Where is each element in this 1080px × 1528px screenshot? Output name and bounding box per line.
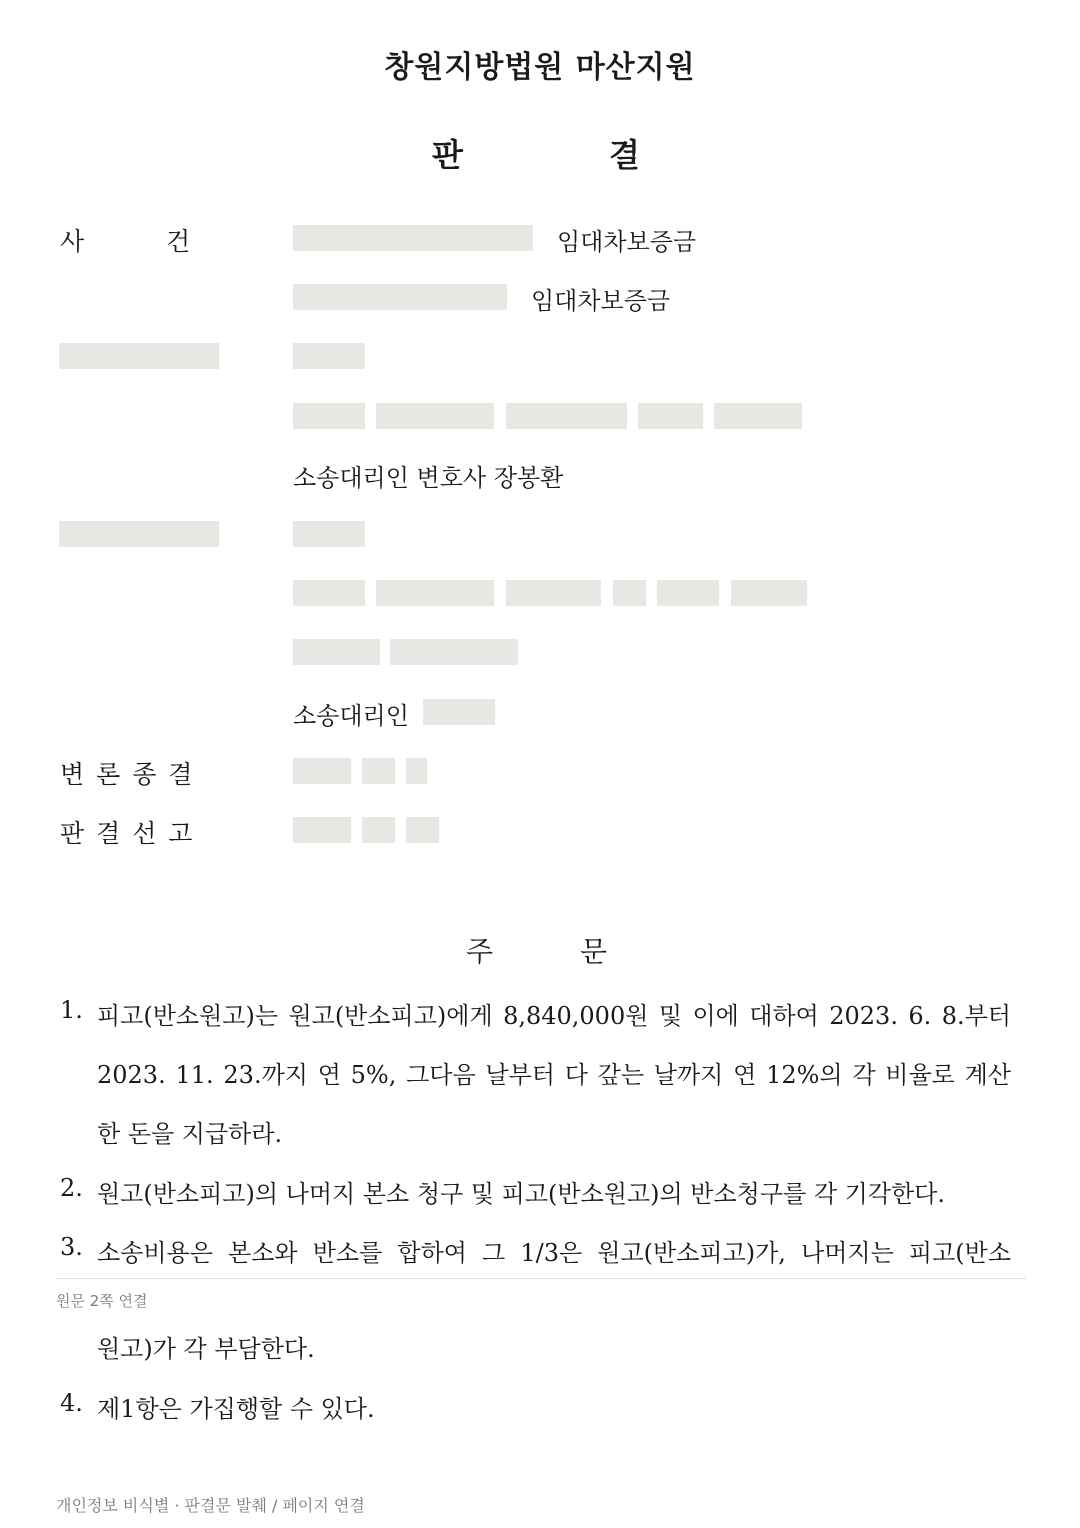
redaction-address-13 (390, 639, 518, 665)
case-label-char-2: 건 (166, 227, 191, 256)
order-item-4-line-1: 제1항은 가집행할 수 있다. (97, 1395, 375, 1423)
order-item-3-number: 3. (60, 1233, 83, 1261)
page-break-divider (56, 1278, 1026, 1279)
redaction-verdict-month (362, 817, 395, 843)
order-item-2-line-1: 원고(반소피고)의 나머지 본소 청구 및 피고(반소원고)의 반소청구를 각 기각한다. (97, 1180, 945, 1208)
case-name-2: 임대차보증금 (531, 287, 671, 315)
plaintiff-representative: 소송대리인 변호사 장봉환 (293, 464, 564, 492)
order-item-1-line-3: 한 돈을 지급하라. (97, 1120, 283, 1148)
order-item-3-line-1: 소송비용은 본소와 반소를 합하여 그 1/3은 원고(반소피고)가, 나머지는 피고(반소 (97, 1239, 1011, 1267)
order-item-1-number: 1. (60, 996, 83, 1024)
redaction-verdict-day (406, 817, 439, 843)
order-item-4-number: 4. (60, 1389, 83, 1417)
redaction-address-4 (638, 403, 703, 429)
redaction-case-number-2 (293, 284, 507, 310)
order-item-1-line-1: 피고(반소원고)는 원고(반소피고)에게 8,840,000원 및 이에 대하여 2023. 6. 8.부터 (97, 1002, 1011, 1030)
redaction-verdict-year (293, 817, 351, 843)
order-heading-char-1: 주 (466, 935, 494, 968)
redaction-address-9 (613, 580, 646, 606)
redaction-address-12 (293, 639, 380, 665)
redaction-defendant-rep (423, 699, 495, 725)
verdict-date-label: 판 결 선 고 (60, 819, 195, 848)
closing-date-label: 변 론 종 결 (60, 760, 195, 789)
court-name: 창원지방법원 마산지원 (384, 50, 696, 85)
title-char-2: 결 (609, 136, 640, 174)
defendant-representative: 소송대리인 (293, 702, 409, 730)
title-char-1: 판 (432, 136, 463, 174)
redaction-party-label-1 (59, 343, 219, 369)
redaction-closing-year (293, 758, 351, 784)
case-name-1: 임대차보증금 (557, 228, 697, 256)
redaction-address-6 (293, 580, 365, 606)
redaction-address-10 (657, 580, 719, 606)
order-item-3-line-2: 원고)가 각 부담한다. (97, 1335, 315, 1363)
order-item-1-line-2: 2023. 11. 23.까지 연 5%, 그다음 날부터 다 갚는 날까지 연 12%의 각 비율로 계산 (97, 1061, 1011, 1089)
footer-note: 개인정보 비식별 · 판결문 발췌 / 페이지 연결 (56, 1496, 365, 1515)
redaction-address-8 (506, 580, 601, 606)
order-heading-char-2: 문 (580, 935, 608, 968)
redaction-address-3 (506, 403, 627, 429)
redaction-closing-day (406, 758, 427, 784)
redaction-party-name-2 (293, 521, 365, 547)
redaction-party-label-2 (59, 521, 219, 547)
order-item-2-number: 2. (60, 1174, 83, 1202)
redaction-closing-month (362, 758, 395, 784)
redaction-address-2 (376, 403, 494, 429)
redaction-address-7 (376, 580, 494, 606)
redaction-case-number-1 (293, 225, 533, 251)
redaction-party-name-1 (293, 343, 365, 369)
page-break-note: 원문 2쪽 연결 (56, 1292, 148, 1310)
case-label-char-1: 사 (60, 227, 85, 256)
redaction-address-11 (731, 580, 807, 606)
redaction-address-5 (714, 403, 802, 429)
redaction-address-1 (293, 403, 365, 429)
